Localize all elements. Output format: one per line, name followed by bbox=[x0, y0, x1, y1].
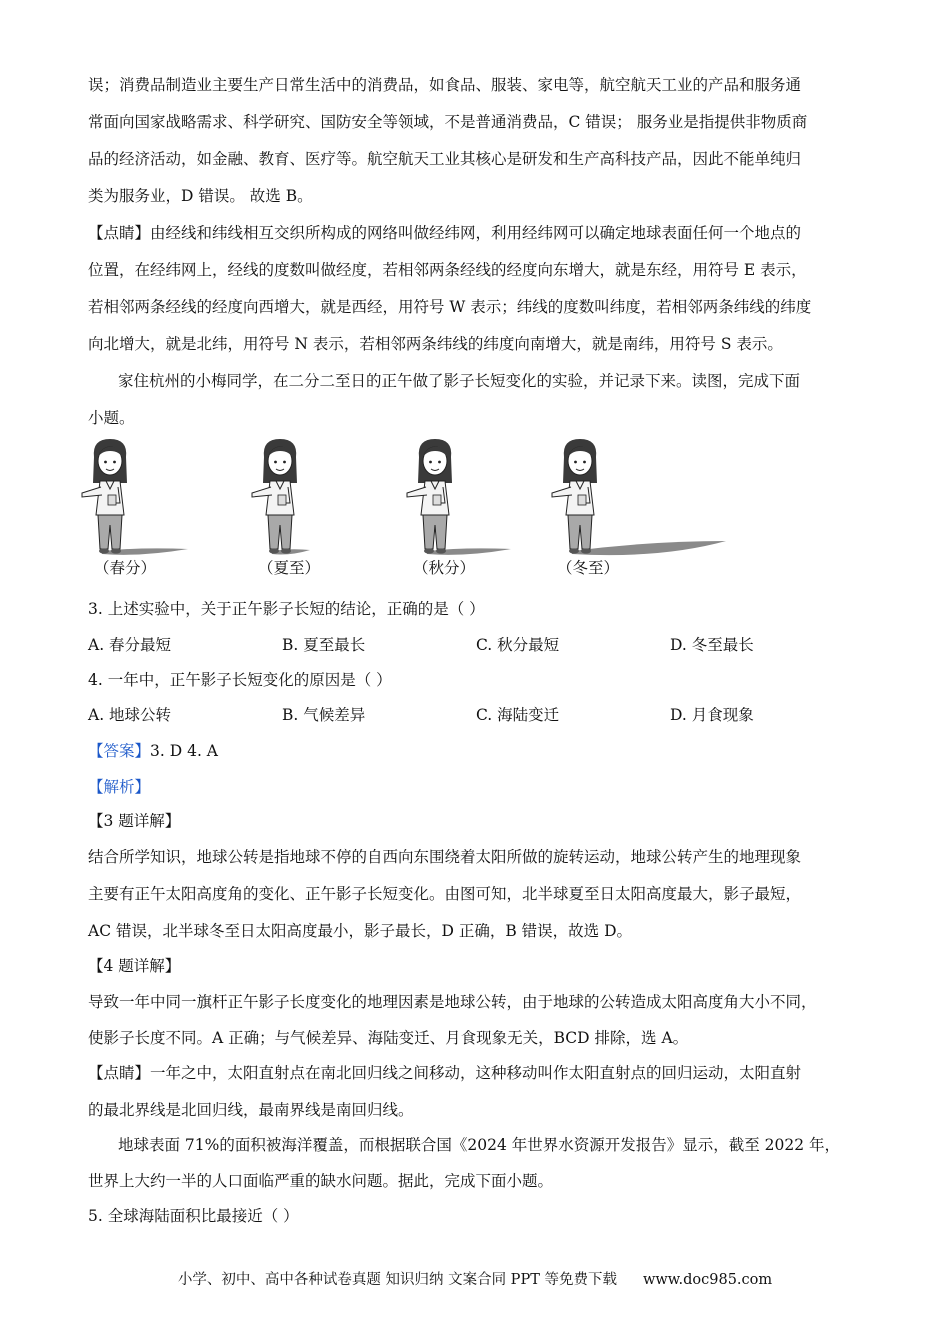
question-intro: 地球表面 71%的面积被海洋覆盖，而根据联合国《2024 年世界水资源开发报告》显示，截至 2022 年， bbox=[118, 1136, 841, 1154]
q4-option-c: C. 海陆变迁 bbox=[476, 706, 560, 724]
question-4: 4. 一年中，正午影子长短变化的原因是（ ） bbox=[88, 671, 392, 689]
footer-link[interactable]: www.doc985.com bbox=[642, 1272, 773, 1288]
q4-option-a: A. 地球公转 bbox=[88, 706, 172, 724]
paragraph-line: 误；消费品制造业主要生产日常生活中的消费品，如食品、服装、家电等，航空航天工业的产品和服务通 bbox=[88, 76, 802, 94]
paragraph-line: 常面向国家战略需求、科学研究、国防安全等领域，不是普通消费品，C 错误； 服务业是指提供非物质商 bbox=[88, 113, 808, 131]
figure-autumn bbox=[407, 439, 511, 555]
answer-text: 3. D 4. A bbox=[150, 742, 218, 760]
detail-line: AC 错误，北半球冬至日太阳高度最小，影子最长，D 正确，B 错误，故选 D。 bbox=[88, 922, 633, 940]
footer-text: 小学、初中、高中各种试卷真题 知识归纳 文案合同 PPT 等免费下载 bbox=[177, 1272, 617, 1288]
q3-option-a: A. 春分最短 bbox=[88, 636, 172, 654]
q4-option-d: D. 月食现象 bbox=[670, 706, 754, 724]
tip-line: 【点睛】一年之中，太阳直射点在南北回归线之间移动，这种移动叫作太阳直射点的回归运动，太阳直射 bbox=[88, 1064, 802, 1082]
caption-spring: （春分） bbox=[94, 559, 157, 577]
tip-line: 位置，在经纬网上，经线的度数叫做经度，若相邻两条经线的经度向东增大，就是东经，用符号 E 表示， bbox=[88, 261, 807, 279]
tip-line: 【点睛】由经线和纬线相互交织所构成的网络叫做经纬网，利用经纬网可以确定地球表面任何一个地点的 bbox=[88, 224, 802, 242]
tip-line: 的最北界线是北回归线，最南界线是南回归线。 bbox=[88, 1101, 414, 1119]
figure-spring bbox=[82, 439, 188, 555]
detail-line: 结合所学知识，地球公转是指地球不停的自西向东围绕着太阳所做的旋转运动，地球公转产生的地理现象 bbox=[88, 848, 802, 866]
detail-line: 使影子长度不同。A 正确；与气候差异、海陆变迁、月食现象无关，BCD 排除，选 A。 bbox=[88, 1029, 689, 1047]
q4-option-b: B. 气候差异 bbox=[282, 706, 366, 724]
caption-winter: （冬至） bbox=[557, 559, 620, 577]
detail-line: 主要有正午太阳高度角的变化、正午影子长短变化。由图可知，北半球夏至日太阳高度最大，影子最短， bbox=[88, 885, 802, 903]
answer-label: 【答案】 bbox=[88, 742, 151, 760]
q3-detail-label: 【3 题详解】 bbox=[88, 812, 181, 830]
caption-autumn: （秋分） bbox=[413, 559, 476, 577]
shadow bbox=[572, 541, 726, 555]
paragraph-line: 类为服务业，D 错误。 故选 B。 bbox=[88, 187, 313, 205]
q4-detail-label: 【4 题详解】 bbox=[88, 957, 181, 975]
detail-line: 导致一年中同一旗杆正午影子长度变化的地理因素是地球公转，由于地球的公转造成太阳高度角大小不同， bbox=[88, 993, 817, 1011]
paragraph-line: 品的经济活动，如金融、教育、医疗等。航空航天工业其核心是研发和生产高科技产品，因此不能单纯归 bbox=[88, 150, 802, 168]
answer-line bbox=[88, 740, 218, 762]
analysis-label: 【解析】 bbox=[88, 778, 151, 796]
tip-line: 若相邻两条经线的经度向西增大，就是西经，用符号 W 表示；纬线的度数叫纬度，若相邻两条纬线的纬度 bbox=[88, 298, 812, 316]
tip-line: 向北增大，就是北纬，用符号 N 表示，若相邻两条纬线的纬度向南增大，就是南纬，用符号 S 表示。 bbox=[88, 335, 783, 353]
question-intro: 小题。 bbox=[88, 409, 135, 427]
figure-winter bbox=[552, 439, 726, 555]
q3-option-d: D. 冬至最长 bbox=[670, 636, 754, 654]
question-intro: 世界上大约一半的人口面临严重的缺水问题。据此，完成下面小题。 bbox=[88, 1172, 554, 1190]
q3-option-b: B. 夏至最长 bbox=[282, 636, 366, 654]
question-3: 3. 上述实验中，关于正午影子长短的结论，正确的是（ ） bbox=[88, 600, 485, 618]
question-intro: 家住杭州的小梅同学，在二分二至日的正午做了影子长短变化的实验，并记录下来。读图，完成下面 bbox=[118, 372, 801, 390]
page-footer bbox=[0, 1268, 950, 1289]
q3-option-c: C. 秋分最短 bbox=[476, 636, 560, 654]
figure-summer bbox=[252, 439, 310, 555]
question-5: 5. 全球海陆面积比最接近（ ） bbox=[88, 1207, 299, 1225]
caption-summer: （夏至） bbox=[258, 559, 321, 577]
